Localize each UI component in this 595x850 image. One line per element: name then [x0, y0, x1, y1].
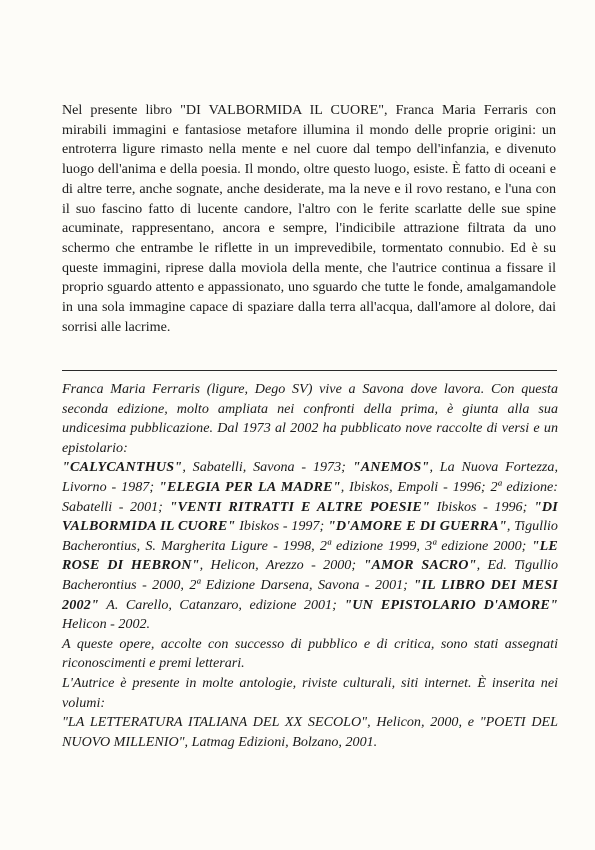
section-divider [62, 370, 557, 371]
intro-paragraph: Nel presente libro "DI VALBORMIDA IL CUORE", Franca Maria Ferraris con mirabili immagini e fantasiose metafore illumina il mondo delle proprie origini: un entroterra ligure rimasto nella mente e nel cuore dal tempo dell'infanzia, e divenuto luogo dell'anima e della poesia. Il mondo, oltre questo luogo, esiste. È fatto di oceani e di altre terre, anche sognate, anche desiderate, ma la neve e il rovo restano, e l'una con il suo fascino fatto di lucente candore, l'altro con le ferite scarlatte delle sue spine acuminate, rappresentano, ancora e sempre, l'indicibile attrazione filtrata da uno schermo che entrambe le riflette in un imprevedibile, tormentato connubio. Ed è su queste immagini, riprese dalla moviola della mente, che l'autrice continua a fissare il proprio sguardo attento e appassionato, uno sguardo che tutte le fonde, amalgamandole in una sola immagine capace di spaziare dalla terra all'acqua, dall'amore al dolore, dai sorrisi alle lacrime. [62, 102, 556, 335]
author-bio [62, 380, 558, 752]
work-title: "UN EPISTOLARIO D'AMORE" [344, 596, 559, 613]
work-details: , Tigullio Bacherontius, S. Margherita Ligure - 1998, 2ª edizione 1999, 3ª edizione 2000; [62, 518, 558, 554]
work-details: , Ed. Tigullio Bacherontius - 2000, 2ª Edizione Darsena, Savona - 2001; [62, 557, 558, 593]
work-details: , Ibiskos, Empoli - 1996; 2ª edizione: Sabatelli - 2001; [62, 478, 559, 515]
work-title: "DI VALBORMIDA IL CUORE" [62, 498, 558, 535]
work-details: , Sabatelli, Savona - 1973; [182, 459, 353, 476]
work-title: "VENTI RITRATTI E ALTRE POESIE" [169, 498, 430, 515]
work-title: "LE ROSE DI HEBRON" [62, 537, 558, 574]
work-details: , La Nuova Fortezza, Livorno - 1987; [62, 459, 558, 495]
bio-paragraph-anthologies: L'Autrice è presente in molte antologie, riviste culturali, siti internet. È inserita nei volumi: [62, 674, 558, 711]
work-details: A. Carello, Catanzaro, edizione 2001; [99, 596, 345, 613]
bio-works-list [62, 458, 558, 634]
work-title: "IL LIBRO DEI MESI 2002" [62, 576, 558, 613]
work-title: "ELEGIA PER LA MADRE" [158, 478, 341, 495]
work-details: Ibiskos - 1997; [235, 518, 328, 535]
bio-paragraph-residence: Franca Maria Ferraris (ligure, Dego SV) vive a Savona dove lavora. Con questa seconda edizione, molto ampliata nei confronti della prima, è giunta alla sua undicesima pubblicazione. Dal 1973 al 2002 ha pubblicato nove raccolte di versi e un epistolario: [62, 381, 558, 456]
work-details: , Helicon, Arezzo - 2000; [199, 557, 364, 574]
bio-paragraph-awards: A queste opere, accolte con successo di pubblico e di critica, sono stati assegnati riconoscimenti e premi letterari. [62, 635, 558, 672]
work-title: "ANEMOS" [352, 459, 430, 476]
work-title: "CALYCANTHUS" [62, 459, 183, 476]
work-title: "D'AMORE E DI GUERRA" [327, 518, 507, 535]
bio-paragraph-volumes: "LA LETTERATURA ITALIANA DEL XX SECOLO", Helicon, 2000, e "POETI DEL NUOVO MILLENIO", Latmag Edizioni, Bolzano, 2001. [62, 714, 558, 750]
work-details: Ibiskos - 1996; [429, 498, 534, 515]
work-title: "AMOR SACRO" [363, 557, 477, 574]
work-details: Helicon - 2002. [62, 616, 151, 633]
